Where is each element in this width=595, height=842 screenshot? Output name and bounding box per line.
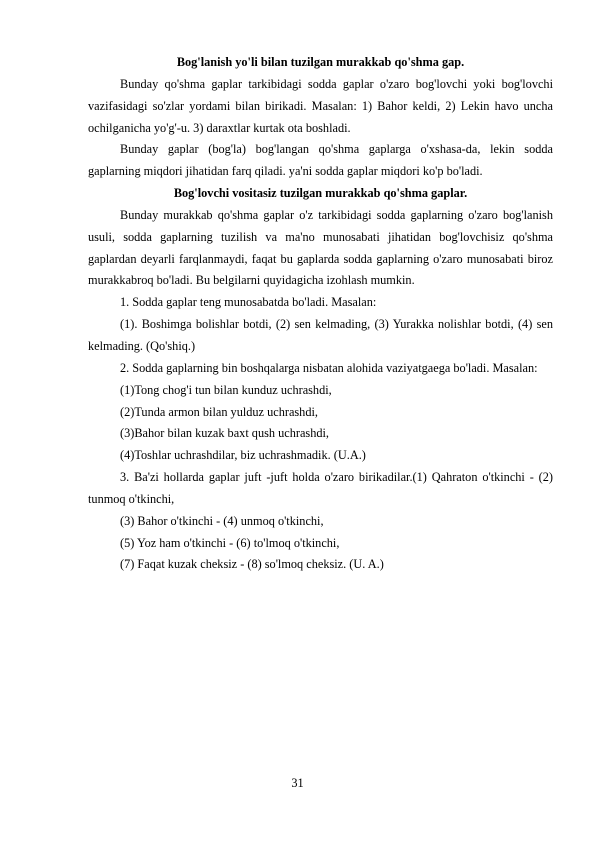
example-line-1: (1)Tong chog'i tun bilan kunduz uchrashdi, xyxy=(120,382,332,397)
paragraph-6: 2. Sodda gaplarning bin boshqalarga nisbatan alohida vaziyatgaega bo'ladi. Masalan: xyxy=(120,360,538,375)
example-line-7: (7) Faqat kuzak cheksiz - (8) so'lmoq cheksiz. (U. A.) xyxy=(120,557,384,572)
example-line-4: (4)Toshlar uchrashdilar, biz uchrashmadik. (U.A.) xyxy=(120,448,366,463)
paragraph-1: Bunday qo'shma gaplar tarkibidagi sodda gaplar o'zaro bog'lovchi yoki bog'lovchi vazifasidagi so'zlar yordami bilan birikadi. Masalan: 1) Bahor keldi, 2) Lekin havo uncha ochilganicha yo'g'-u. 3) daraxtlar kurtak ota boshladi. xyxy=(88,76,553,135)
example-line-3: (3)Bahor bilan kuzak baxt qush uchrashdi, xyxy=(120,426,329,441)
paragraph-4: 1. Sodda gaplar teng munosabatda bo'ladi. Masalan: xyxy=(120,295,377,310)
document-body xyxy=(88,52,553,576)
page-number: 31 xyxy=(291,776,304,790)
example-line-2: (2)Tunda armon bilan yulduz uchrashdi, xyxy=(120,404,318,419)
paragraph-3: Bunday murakkab qo'shma gaplar o'z tarkibidagi sodda gaplarning o'zaro bog'lanish usuli, sodda gaplarning tuzilish va ma'no munosabati jihatidan bog'lovchisiz qo'shma gaplardan deyarli farqlanmaydi, faqat bu gaplarda sodda gaplarning o'zaro munosabati biroz murakkabroq bo'ladi. Bu belgilarni quyidagicha izohlash mumkin. xyxy=(88,207,553,288)
paragraph-7: 3. Ba'zi hollarda gaplar juft -juft holda o'zaro birikadilar.(1) Qahraton o'tkinchi - (2) tunmoq o'tkinchi, xyxy=(88,470,553,506)
paragraph-2: Bunday gaplar (bog'la) bog'langan qo'shma gaplarga o'xshasa-da, lekin sodda gaplarning miqdori jihatidan farq qiladi. ya'ni sodda gaplar miqdori ko'p bo'ladi. xyxy=(88,142,553,179)
paragraph-5: (1). Boshimga bolishlar botdi, (2) sen kelmading, (3) Yurakka nolishlar botdi, (4) sen kelmading. (Qo'shiq.) xyxy=(88,317,553,353)
example-line-6: (5) Yoz ham o'tkinchi - (6) to'lmoq o'tkinchi, xyxy=(120,535,340,550)
section-heading-1: Bog'lanish yo'li bilan tuzilgan murakkab qo'shma gap. xyxy=(176,55,465,69)
section-heading-2: Bog'lovchi vositasiz tuzilgan murakkab qo'shma gaplar. xyxy=(173,186,468,201)
example-line-5: (3) Bahor o'tkinchi - (4) unmoq o'tkinchi, xyxy=(120,513,324,528)
